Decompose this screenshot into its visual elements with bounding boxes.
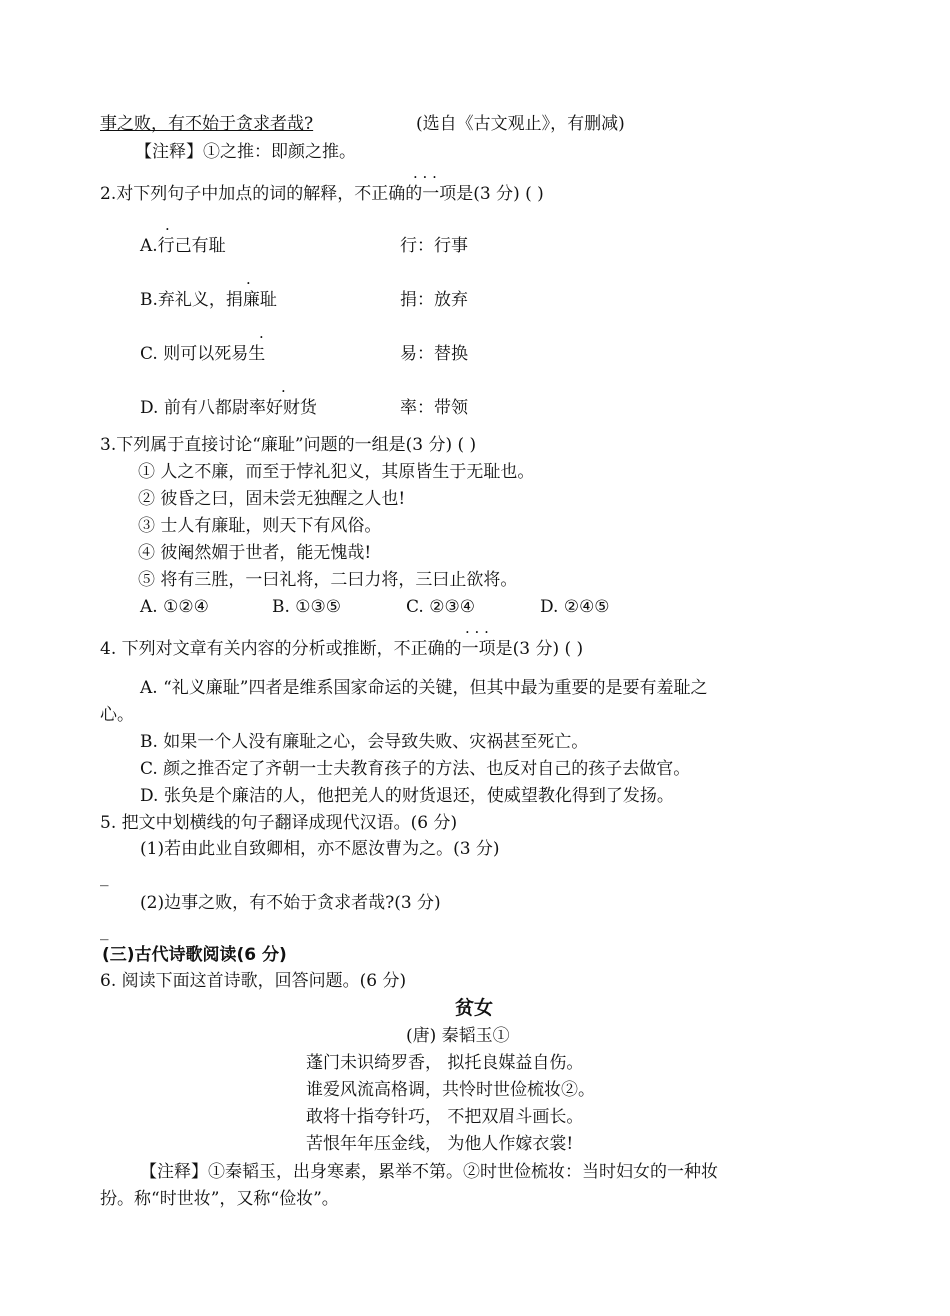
q2-stem: 2.对下列句子中加点的词的解释，不正确的一项是(3 分) ( ) — [100, 184, 544, 204]
answer-blank: _ — [100, 867, 109, 887]
q3-item-1: ① 人之不廉，而至于悖礼犯义，其原皆生于无耻也。 — [138, 462, 535, 482]
poem-author: (唐) 秦韬玉① — [406, 1026, 510, 1046]
note-1: 【注释】①之推：即颜之推。 — [135, 142, 356, 162]
emphasis-dot: · — [259, 328, 264, 346]
q2-option-a: A.行己有耻 — [140, 236, 226, 256]
poem-line-4: 苦恨年年压金线， 为他人作嫁衣裳! — [306, 1134, 574, 1154]
q3-item-4: ④ 彼阉然媚于世者，能无愧哉! — [138, 543, 372, 563]
q2-gloss-b: 捐：放弃 — [400, 290, 468, 310]
note-2: 【注释】①秦韬玉，出身寒素，累举不第。②时世俭梳妆：当时妇女的一种妆 — [140, 1162, 718, 1182]
q4-option-b: B. 如果一个人没有廉耻之心，会导致失败、灾祸甚至死亡。 — [140, 732, 589, 752]
poem-line-1: 蓬门未识绮罗香， 拟托良媒益自伤。 — [306, 1053, 584, 1073]
q2-option-c: C. 则可以死易生 — [140, 344, 266, 364]
q2-gloss-a: 行：行事 — [400, 236, 468, 256]
poem-line-3: 敢将十指夸针巧， 不把双眉斗画长。 — [306, 1107, 584, 1127]
q2-option-b: B.弃礼义，捐廉耻 — [140, 290, 277, 310]
q4-stem: 4. 下列对文章有关内容的分析或推断，不正确的一项是(3 分) ( ) — [100, 639, 584, 659]
emphasis-dots: · · · — [465, 623, 489, 641]
q4-option-a-cont: 心。 — [100, 705, 134, 725]
q5-stem: 5. 把文中划横线的句子翻译成现代汉语。(6 分) — [100, 813, 458, 833]
q3-choice-c: C. ②③④ — [406, 597, 475, 617]
q3-item-2: ② 彼昏之曰，固未尝无独醒之人也! — [138, 489, 406, 509]
q3-choice-b: B. ①③⑤ — [272, 597, 342, 617]
emphasis-dot: · — [281, 382, 286, 400]
poem-line-2: 谁爱风流高格调，共怜时世俭梳妆②。 — [306, 1080, 595, 1100]
q3-item-5: ⑤ 将有三胜，一曰礼将，二曰力将，三曰止欲将。 — [138, 570, 518, 590]
q3-choice-a: A. ①②④ — [140, 597, 209, 617]
emphasis-dots: · · · — [413, 168, 437, 186]
underlined-sentence: 事之败，有不始于贪求者哉? — [100, 114, 314, 134]
q2-gloss-d: 率：带领 — [400, 398, 468, 418]
q5-sub-1: (1)若由此业自致卿相，亦不愿汝曹为之。(3 分) — [140, 839, 500, 859]
answer-blank: _ — [100, 921, 109, 941]
q2-gloss-c: 易：替换 — [400, 344, 468, 364]
q4-option-c: C. 颜之推否定了齐朝一士夫教育孩子的方法、也反对自己的孩子去做官。 — [140, 759, 691, 779]
q6-stem: 6. 阅读下面这首诗歌，回答问题。(6 分) — [100, 971, 407, 991]
source-citation: (选自《古文观止》，有删减) — [416, 114, 625, 134]
q4-option-a: A. “礼义廉耻”四者是维系国家命运的关键，但其中最为重要的是要有羞耻之 — [140, 678, 708, 698]
q3-choice-d: D. ②④⑤ — [540, 597, 610, 617]
section-heading: (三)古代诗歌阅读(6 分) — [102, 945, 287, 965]
q3-item-3: ③ 士人有廉耻，则天下有风俗。 — [138, 516, 382, 536]
emphasis-dot: · — [246, 274, 251, 292]
q5-sub-2: (2)边事之败，有不始于贪求者哉?(3 分) — [140, 893, 441, 913]
q2-option-d: D. 前有八都尉率好财货 — [140, 398, 317, 418]
note-2-cont: 扮。称“时世妆”，又称“俭妆”。 — [100, 1189, 339, 1209]
poem-title: 贫女 — [455, 997, 494, 1019]
q4-option-d: D. 张奂是个廉洁的人，他把羌人的财货退还，使威望教化得到了发扬。 — [140, 786, 674, 806]
q3-stem: 3.下列属于直接讨论“廉耻”问题的一组是(3 分) ( ) — [100, 435, 477, 455]
emphasis-dot: · — [165, 220, 170, 238]
